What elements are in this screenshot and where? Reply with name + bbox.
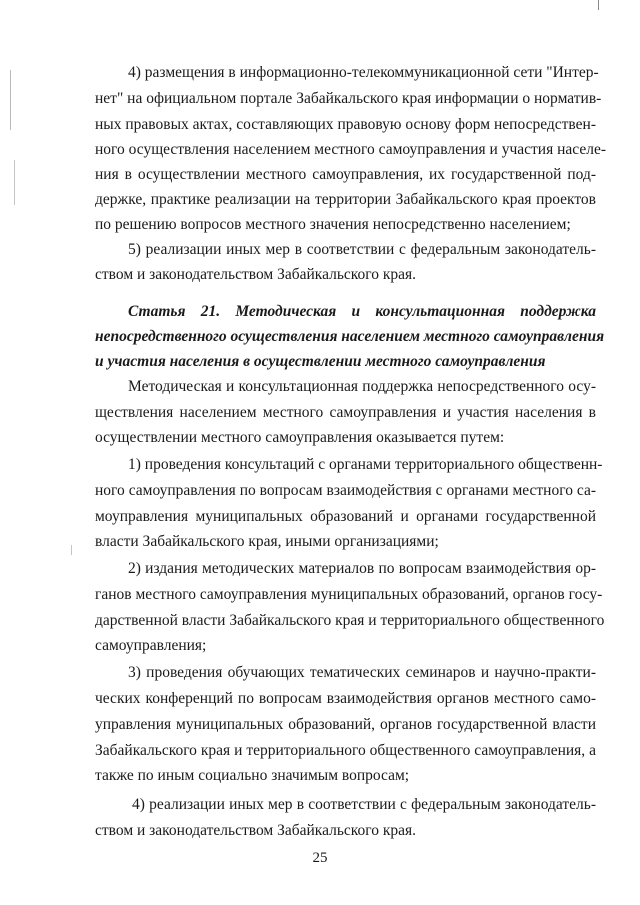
article-heading: Статья 21. Методическая и консультационная поддержка [128, 303, 596, 320]
text-line: ных правовых актах, составляющих правовую основу форм непосредствен- [95, 116, 596, 133]
text-line: по решению вопросов местного значения непосредственно населением; [95, 216, 571, 233]
scan-mark-left-2 [14, 160, 15, 205]
text-line: ществления населением местного самоуправления и участия населения в [95, 404, 596, 421]
text-line: самоуправления; [95, 637, 207, 654]
scan-mark-left-1 [10, 70, 11, 130]
text-line: также по иным социально значимым вопросам; [95, 767, 410, 784]
text-line: Методическая и консультационная поддержка непосредственного осу- [128, 378, 596, 395]
page-number: 25 [312, 850, 328, 866]
text-line: ством и законодательством Забайкальского края. [95, 266, 417, 283]
text-line: осуществлении местного самоуправления оказывается путем: [95, 429, 505, 446]
article-heading: и участия населения в осуществлении местного самоуправления [95, 353, 546, 370]
text-line: держке, практике реализации на территории Забайкальского края проектов [95, 191, 596, 208]
text-line: 1) проведения консультаций с органами территориального общественн- [128, 456, 603, 473]
text-line: 3) проведения обучающих тематических семинаров и научно-практи- [128, 664, 596, 681]
text-line: ния в осуществлении местного самоуправления, их государственной под- [95, 166, 596, 183]
article-heading: непосредственного осуществления населением местного самоуправления [95, 328, 605, 345]
text-line: моуправления муниципальных образований и органами государственной [95, 508, 596, 525]
scan-mark-left-3 [71, 545, 72, 555]
text-line: ством и законодательством Забайкальского края. [95, 822, 417, 839]
text-line: Забайкальского края и территориального общественного самоуправления, а [95, 742, 596, 759]
text-line: 4) реализации иных мер в соответствии с федеральным законодатель- [132, 796, 596, 813]
text-line: власти Забайкальского края, иными организациями; [95, 533, 439, 550]
text-line: ного самоуправления по вопросам взаимодействия с органами местного са- [95, 482, 596, 499]
text-line: управления муниципальных образований, органов государственной власти [95, 716, 596, 733]
text-line: ческих конференций по вопросам взаимодействия органов местного само- [95, 690, 596, 707]
text-line: ганов местного самоуправления муниципальных образований, органов госу- [95, 586, 603, 603]
text-line: ного осуществления населением местного самоуправления и участия населе- [95, 141, 607, 158]
text-line: 4) размещения в информационно-телекоммуникационной сети "Интер- [128, 64, 599, 81]
scan-mark-top-right [598, 0, 599, 10]
text-line: 2) издания методических материалов по вопросам взаимодействия ор- [128, 560, 596, 577]
text-line: дарственной власти Забайкальского края и территориального общественного [95, 612, 605, 629]
text-line: 5) реализации иных мер в соответствии с федеральным законодатель- [128, 241, 596, 258]
text-line: нет" на официальном портале Забайкальского края информации о норматив- [95, 90, 602, 107]
